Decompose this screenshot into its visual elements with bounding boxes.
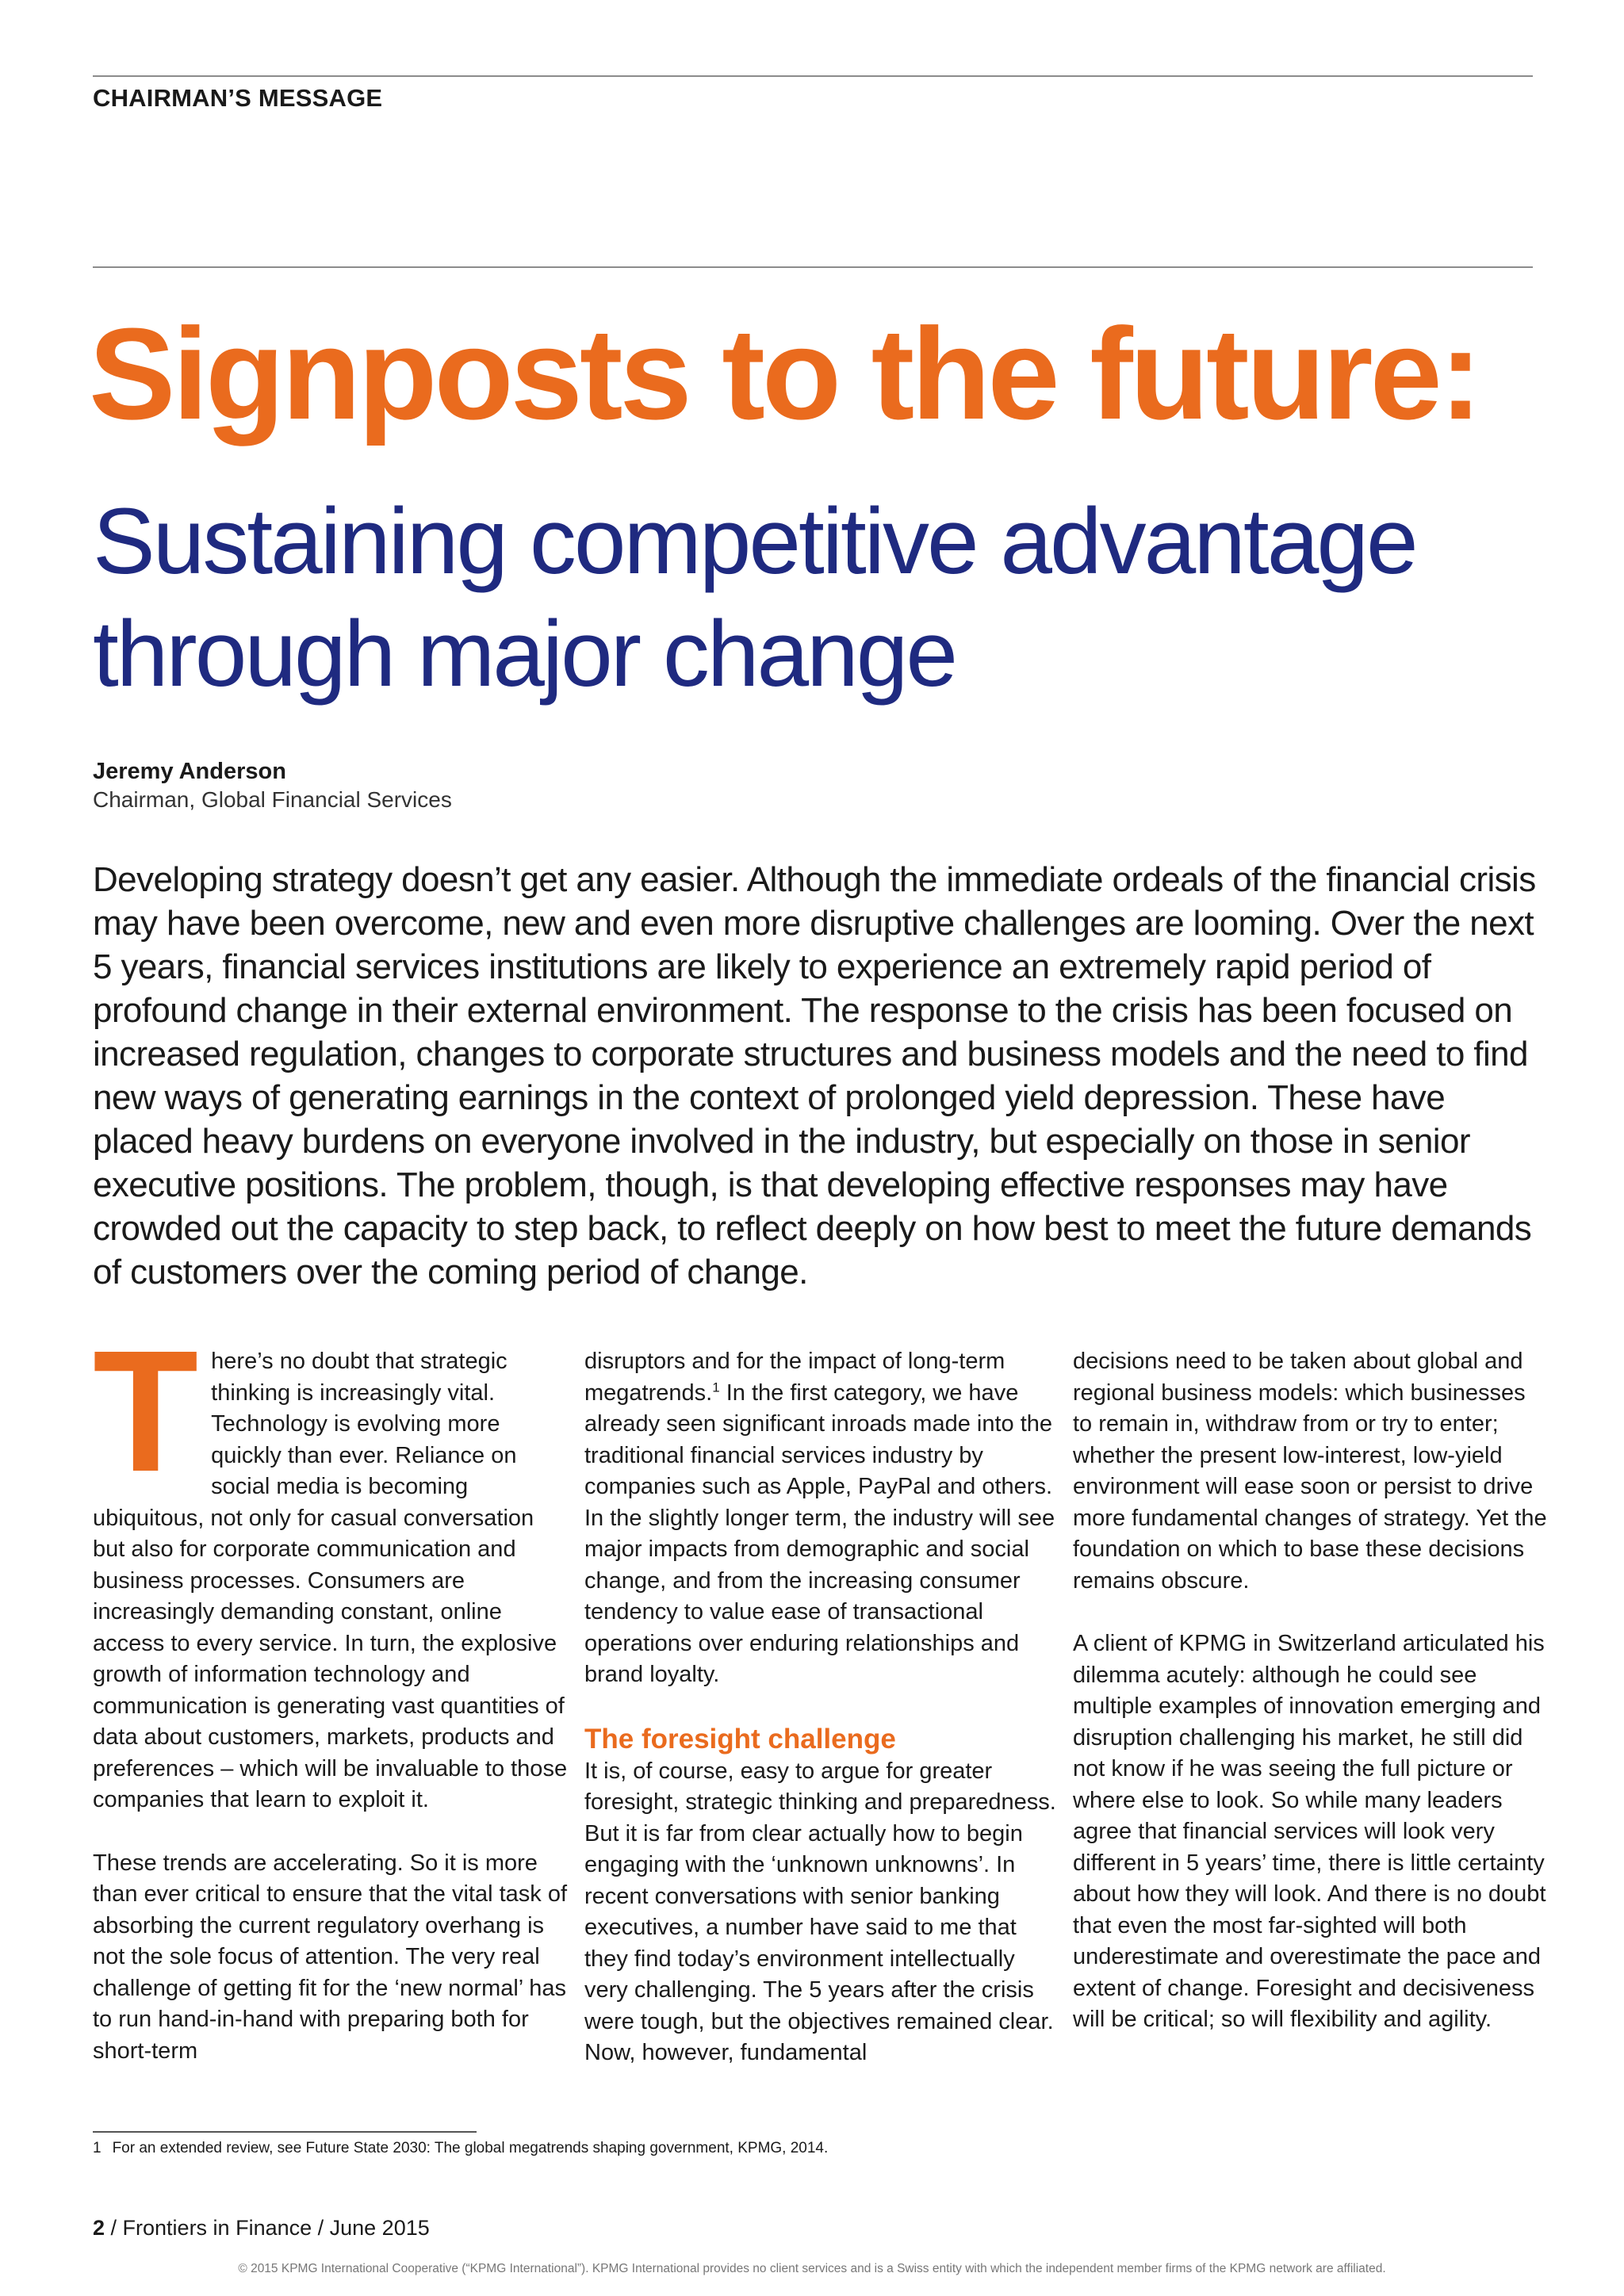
section-label: CHAIRMAN’S MESSAGE (93, 84, 383, 112)
section-heading-foresight: The foresight challenge (584, 1723, 896, 1755)
col3-paragraph-2: A client of KPMG in Switzerland articulated his dilemma acutely: although he could see multiple examples of innovation emerging and disruption challenging his market, he still did not know if he was seeing the full picture or where else to look. So while many leaders agree that financial services will look very different in 5 years’ time, there is little certainty about how they will look. And there is no doubt that even the most far-sighted will both underestimate and overestimate the pace and extent of change. Foresight and decisiveness will be critical; so will flexibility and agility. (1073, 1631, 1546, 2032)
col3-paragraph-1: decisions need to be taken about global and regional business models: which businesses to remain in, withdraw from or try to enter; whether the present low-interest, low-yield environment will ease soon or persist to drive more fundamental changes of strategy. Yet the foundation on which to base these decisions remains obscure. (1073, 1349, 1547, 1594)
page-folio (93, 2216, 430, 2241)
drop-cap: T (93, 1315, 199, 1508)
publication-info: / Frontiers in Finance / June 2015 (105, 2216, 430, 2240)
author-name: Jeremy Anderson (93, 759, 286, 784)
article-title: Signposts to the future: (89, 301, 1480, 446)
lead-paragraph: Developing strategy doesn’t get any easier. Although the immediate ordeals of the financial crisis may have been overcome, new and even more disruptive challenges are looming. Over the next 5 years, financial services institutions are likely to experience an extremely rapid period of profound change in their external environment. The response to the crisis has been focused on increased regulation, changes to corporate structures and business models and the need to find new ways of generating earnings in the context of prolonged yield depression. These have placed heavy burdens on everyone involved in the industry, but especially on those in senior executive positions. The problem, though, is that developing effective responses may have crowded out the capacity to step back, to reflect deeply on how best to meet the future demands of customers over the coming period of change. (93, 860, 1536, 1292)
footnote (93, 2140, 828, 2157)
body-column-1 (93, 1315, 570, 2099)
col2-paragraph-1-start: disruptors and for the impact of long-term megatrends. (584, 1349, 1005, 1406)
author-role: Chairman, Global Financial Services (93, 787, 452, 812)
col2-paragraph-1 (584, 1346, 1062, 1691)
footnote-text: For an extended review, see Future State 2030: The global megatrends shaping government, KPMG, 2014. (112, 2140, 829, 2156)
col1-paragraph-2: These trends are accelerating. So it is more than ever critical to ensure that the vital task of absorbing the current regulatory overhang is not the sole focus of attention. The very real challenge of getting fit for the ‘new normal’ has to run hand-in-hand with preparing both for short-term (93, 1850, 568, 2064)
copyright-notice: © 2015 KPMG International Cooperative (“KPMG International”). KPMG International provides no client services and is a Swiss entity with which the independent member firms of the KPMG network are affiliated. (238, 2262, 1386, 2275)
footnote-rule (93, 2131, 477, 2133)
body-column-2 (584, 1346, 1062, 2101)
col2-paragraph-2: It is, of course, easy to argue for greater foresight, strategic thinking and preparedness. But it is far from clear actually how to begin engaging with the ‘unknown unknowns’. In recent conversations with senior banking executives, a number have said to me that they find today’s environment intellectually very challenging. The 5 years after the crisis were tough, but the objectives remained clear. Now, however, fundamental (584, 1758, 1056, 2065)
body-column-3 (1073, 1346, 1550, 2068)
footnote-number: 1 (93, 2140, 102, 2156)
col1-paragraph-1-text: here’s no doubt that strategic thinking is increasingly vital. Technology is evolving more quickly than ever. Reliance on social media is becoming ubiquitous, not only for casual conversation but also for corporate communication and business processes. Consumers are increasingly demanding constant, online access to every service. In turn, the explosive growth of information technology and communication is generating vast quantities of data about customers, markets, products and preferences – which will be invaluable to those companies that learn to exploit it. (93, 1349, 568, 1812)
footnote-reference[interactable]: 1 (712, 1379, 720, 1395)
page-number: 2 (93, 2216, 105, 2240)
col1-paragraph-1 (93, 1315, 570, 1816)
header-divider (93, 266, 1533, 268)
top-rule (93, 75, 1533, 77)
article-subtitle: Sustaining competitive advantage through major change (93, 489, 1416, 706)
col2-paragraph-1-end: In the first category, we have already seen significant inroads made into the traditional financial services industry by companies such as Apple, PayPal and others. In the slightly longer term, the industry will see major impacts from demographic and social change, and from the increasing consumer tendency to value ease of transactional operations over enduring relationships and brand loyalty. (584, 1380, 1055, 1687)
